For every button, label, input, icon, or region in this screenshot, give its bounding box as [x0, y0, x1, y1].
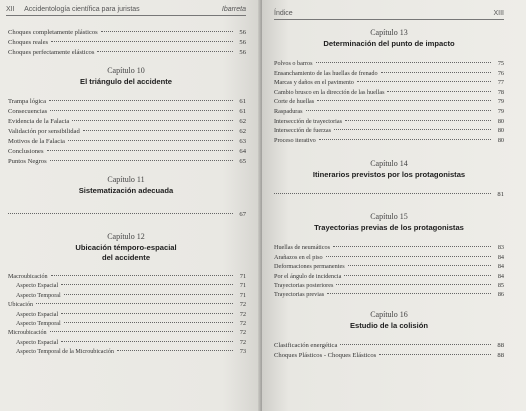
chapter-label: Capítulo 10 — [107, 66, 145, 75]
right-page — [262, 0, 526, 411]
chapter-title: Estudio de la colisión — [349, 320, 429, 330]
left-page-number: XII — [6, 6, 15, 13]
chapter-title-line: del accidente — [101, 253, 151, 262]
toc-entry: Marcas y daños en el pavimento 77 — [274, 79, 504, 87]
toc-entry: 81 — [274, 190, 504, 200]
chapter-10 — [6, 66, 246, 87]
toc-entry: Evidencia de la Falacia 62 — [8, 118, 246, 125]
chapter-15 — [274, 212, 504, 233]
chapter-16-entries — [274, 341, 504, 361]
toc-entry: Ubicación 72 — [8, 302, 246, 309]
chapter-13 — [274, 28, 504, 49]
toc-entry: Por el ángulo de incidencia 84 — [274, 272, 504, 280]
chapter-title: El triángulo del accidente — [80, 77, 172, 86]
chapter-label: Capítulo 15 — [370, 212, 408, 222]
author-name: Ibarreta — [221, 6, 246, 13]
toc-subentry: Aspecto Temporal 71 — [16, 292, 246, 299]
toc-entry: Trayectorias posteriores 85 — [274, 281, 504, 289]
toc-entry: Choques perfectamente elásticos 56 — [8, 49, 246, 56]
toc-entry: Arañazos en el piso 84 — [274, 253, 504, 261]
toc-entry: Microubicación 72 — [8, 330, 246, 337]
chapter-title: Determinación del punto de impacto — [323, 39, 455, 48]
toc-entry: Corte de huellas 79 — [274, 98, 504, 106]
chapter-title — [6, 243, 246, 263]
book-title: Accidentología científica para juristas — [24, 6, 140, 13]
left-page — [0, 0, 262, 411]
toc-entry: Deformaciones permanentes 84 — [274, 263, 504, 271]
chapter-label: Capítulo 13 — [370, 28, 408, 37]
toc-entry: Choques reales 56 — [8, 39, 246, 46]
toc-entry: Ensanchamiento de las huellas de frenado 76 — [274, 69, 504, 77]
chapter-label: Capítulo 14 — [370, 159, 408, 169]
toc-entry: Choques Plásticos - Choques Elásticos 88 — [274, 351, 504, 359]
chapter-12 — [6, 232, 246, 263]
toc-entry: Motivos de la Falacia 63 — [8, 138, 246, 145]
toc-entry: Consecuencias 61 — [8, 108, 246, 115]
chapter-title: Sistematización adecuada — [78, 186, 174, 195]
toc-entry: Huellas de neumáticos 83 — [274, 244, 504, 252]
chapter-12-entries — [6, 273, 246, 358]
section-name: Índice — [274, 10, 293, 17]
toc-subentry: Aspecto Temporal 72 — [16, 321, 246, 328]
toc-subentry: Aspecto Espacial 72 — [16, 311, 246, 318]
toc-entry: Conclusiones 64 — [8, 148, 246, 155]
chapter-11 — [6, 175, 246, 196]
toc-entry: Proceso iterativo 80 — [274, 136, 504, 144]
toc-entry: Intersección de fuerzas 80 — [274, 127, 504, 135]
toc-entry: Choques completamente plásticos 56 — [8, 29, 246, 36]
toc-entry: Cambio brusco en la dirección de las huellas 78 — [274, 88, 504, 96]
chapter-label: Capítulo 16 — [370, 309, 408, 319]
toc-subentry: Aspecto Espacial 72 — [16, 339, 246, 346]
chapter-13-entries — [274, 59, 504, 145]
toc-entry: Intersección de trayectorias 80 — [274, 117, 504, 125]
chapter-title-line: Ubicación témporo-espacial — [75, 243, 177, 252]
toc-entry: Trayectorias previas 86 — [274, 291, 504, 299]
toc-subentry: Aspecto Temporal de la Microubicación 73 — [16, 349, 246, 356]
chapter-label: Capítulo 11 — [107, 175, 145, 184]
toc-entry: Trampa lógica 61 — [8, 98, 246, 105]
toc-entry: 67 — [8, 210, 246, 220]
toc-top-entries — [6, 28, 246, 58]
chapter-10-entries — [6, 97, 246, 167]
chapter-title: Trayectorias previas de los protagonistas — [314, 223, 464, 233]
toc-entry: Polvos o barros 75 — [274, 60, 504, 67]
toc-subentry: Aspecto Espacial 71 — [16, 283, 246, 290]
chapter-14 — [274, 159, 504, 180]
toc-entry: Clasificación energética 88 — [274, 341, 504, 349]
chapter-11-entries — [6, 210, 246, 220]
toc-entry: Raspaduras 79 — [274, 107, 504, 115]
toc-entry: Puntos Negros 65 — [8, 158, 246, 165]
toc-entry: Macroubicación 71 — [8, 274, 246, 280]
chapter-15-entries — [274, 243, 504, 299]
right-running-head — [274, 10, 504, 20]
toc-entry: Validación por sensibilidad 62 — [8, 128, 246, 135]
left-running-head — [6, 6, 246, 16]
chapter-16 — [274, 310, 504, 331]
chapter-label: Capítulo 12 — [107, 232, 145, 241]
chapter-title: Itinerarios previstos por los protagonistas — [312, 170, 466, 180]
right-page-number: XIII — [493, 10, 504, 17]
chapter-14-entries — [274, 190, 504, 200]
